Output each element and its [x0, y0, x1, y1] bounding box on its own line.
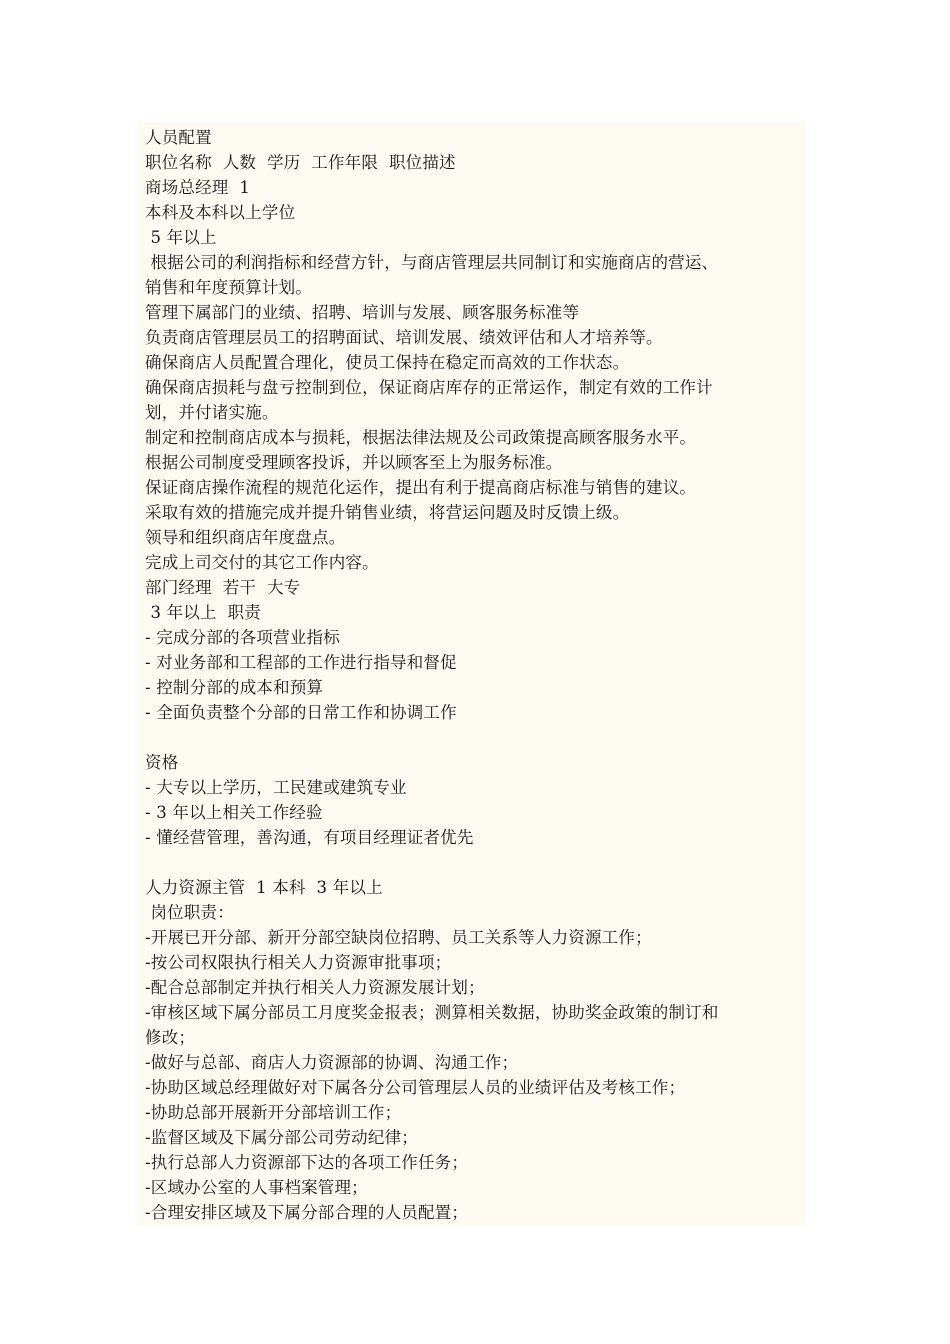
- text-line: [145, 850, 805, 875]
- text-line: 本科及本科以上学位: [145, 203, 296, 222]
- text-line: -合理安排区域及下属分部合理的人员配置；: [145, 1203, 469, 1222]
- text-line: -监督区域及下属分部公司劳动纪律；: [145, 1128, 418, 1147]
- text-line: 确保商店人员配置合理化，使员工保持在稳定而高效的工作状态。: [145, 353, 630, 372]
- text-line: 职位名称 人数 学历 工作年限 职位描述: [145, 153, 456, 172]
- text-line: - 懂经营管理，善沟通，有项目经理证者优先: [145, 828, 474, 847]
- text-line: 采取有效的措施完成并提升销售业绩，将营运问题及时反馈上级。: [145, 503, 630, 522]
- text-line: -配合总部制定并执行相关人力资源发展计划；: [145, 978, 485, 997]
- text-line: 商场总经理 1: [145, 178, 251, 197]
- text-line: 5 年以上: [145, 228, 217, 247]
- text-line: 确保商店损耗与盘亏控制到位，保证商店库存的正常运作，制定有效的工作计: [145, 378, 713, 397]
- text-line: 人员配置: [145, 128, 212, 147]
- text-line: - 3 年以上相关工作经验: [145, 803, 323, 822]
- text-line: 部门经理 若干 大专: [145, 578, 301, 597]
- text-line: - 完成分部的各项营业指标: [145, 628, 340, 647]
- text-line: - 大专以上学历，工民建或建筑专业: [145, 778, 407, 797]
- text-line: 制定和控制商店成本与损耗，根据法律法规及公司政策提高顾客服务水平。: [145, 428, 697, 447]
- text-line: - 控制分部的成本和预算: [145, 678, 324, 697]
- text-line: 负责商店管理层员工的招聘面试、培训发展、绩效评估和人才培养等。: [145, 328, 663, 347]
- text-line: -协助总部开展新开分部培训工作；: [145, 1103, 402, 1122]
- text-line: -按公司权限执行相关人力资源审批事项；: [145, 953, 452, 972]
- text-line: 完成上司交付的其它工作内容。: [145, 553, 379, 572]
- text-line: -做好与总部、商店人力资源部的协调、沟通工作；: [145, 1053, 519, 1072]
- text-line: -审核区域下属分部员工月度奖金报表；测算相关数据，协助奖金政策的制订和: [145, 1003, 719, 1022]
- text-line: 保证商店操作流程的规范化运作，提出有利于提高商店标准与销售的建议。: [145, 478, 697, 497]
- text-line: 资格: [145, 753, 179, 772]
- text-line: 管理下属部门的业绩、招聘、培训与发展、顾客服务标准等: [145, 303, 580, 322]
- text-line: 3 年以上 职责: [145, 603, 261, 622]
- text-line: -开展已开分部、新开分部空缺岗位招聘、员工关系等人力资源工作；: [145, 928, 652, 947]
- text-line: 根据公司的利润指标和经营方针，与商店管理层共同制订和实施商店的营运、: [145, 253, 719, 272]
- text-line: - 对业务部和工程部的工作进行指导和督促: [145, 653, 457, 672]
- text-line: 根据公司制度受理顾客投诉，并以顾客至上为服务标准。: [145, 453, 563, 472]
- text-line: -执行总部人力资源部下达的各项工作任务；: [145, 1153, 469, 1172]
- text-line: 领导和组织商店年度盘点。: [145, 528, 346, 547]
- text-line: - 全面负责整个分部的日常工作和协调工作: [145, 703, 457, 722]
- text-line: -区域办公室的人事档案管理；: [145, 1178, 368, 1197]
- text-line: 划，并付诸实施。: [145, 403, 279, 422]
- text-line: 岗位职责：: [145, 903, 234, 922]
- text-line: -协助区域总经理做好对下属各分公司管理层人员的业绩评估及考核工作；: [145, 1078, 686, 1097]
- document-body: [145, 125, 805, 1225]
- text-line: 销售和年度预算计划。: [145, 278, 312, 297]
- text-line: [145, 725, 805, 750]
- text-line: 修改；: [145, 1028, 196, 1047]
- text-line: 人力资源主管 1 本科 3 年以上: [145, 878, 383, 897]
